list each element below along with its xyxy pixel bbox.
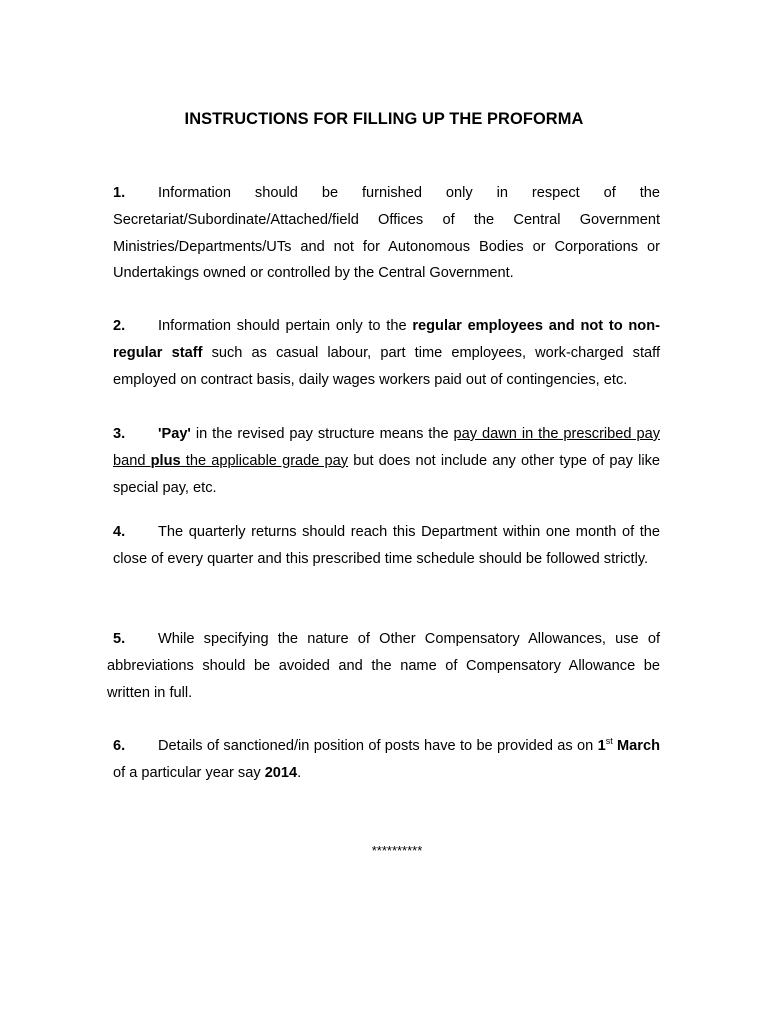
page-title: INSTRUCTIONS FOR FILLING UP THE PROFORMA bbox=[184, 110, 584, 128]
item-number: 2. bbox=[113, 318, 126, 334]
instruction-2 bbox=[113, 313, 660, 393]
item-text: in the revised pay structure means the bbox=[190, 426, 454, 442]
underlined-part: the applicable grade pay bbox=[180, 452, 349, 469]
item-text: The quarterly returns should reach this Department within one month of the close of every quarter and this prescribed time schedule should be followed strictly. bbox=[113, 524, 660, 567]
instruction-5 bbox=[107, 626, 660, 706]
item-number: 3. bbox=[113, 426, 126, 442]
instruction-1 bbox=[113, 180, 660, 287]
item-number: 1. bbox=[113, 185, 126, 201]
underlined-part: pay dawn in the prescribed pay band bbox=[113, 426, 660, 469]
item-text: Details of sanctioned/in position of posts have to be provided as on bbox=[158, 738, 598, 754]
item-text: While specifying the nature of Other Compensatory Allowances, use of abbreviations should be avoided and the name of Compensatory Allowance be written in full. bbox=[107, 631, 660, 701]
instruction-4 bbox=[113, 519, 660, 573]
instruction-3 bbox=[113, 421, 660, 501]
instruction-6 bbox=[113, 733, 660, 787]
item-text: of a particular year say bbox=[113, 764, 265, 781]
item-number: 4. bbox=[113, 524, 126, 540]
item-number: 5. bbox=[113, 631, 126, 647]
item-bold-text: 'Pay' bbox=[158, 426, 191, 442]
item-text: but does not include any other type of pay like special pay, etc. bbox=[113, 452, 660, 496]
ordinal-suffix: st bbox=[605, 736, 613, 746]
item-bold-text: 1 bbox=[597, 738, 606, 754]
item-text: Information should pertain only to the bbox=[158, 318, 413, 334]
item-bold-text: regular employees and not to non-regular staff bbox=[113, 318, 660, 361]
item-text: . bbox=[297, 764, 302, 781]
item-bold-text: 2014 bbox=[264, 764, 298, 781]
underlined-bold-part: plus bbox=[150, 452, 181, 469]
item-text: such as casual labour, part time employees, work-charged staff employed on contract basis, daily wages workers paid out of contingencies, etc. bbox=[113, 344, 660, 388]
end-separator: ********** bbox=[371, 843, 423, 858]
item-number: 6. bbox=[113, 738, 126, 754]
item-bold-text: March bbox=[617, 738, 660, 754]
item-text: Information should be furnished only in respect of the Secretariat/Subordinate/Attached/field Offices of the Central Government Ministries/Departments/UTs and not for Autonomous Bodies or Corporations or Undertakings owned or controlled by the Central Government. bbox=[113, 185, 660, 282]
